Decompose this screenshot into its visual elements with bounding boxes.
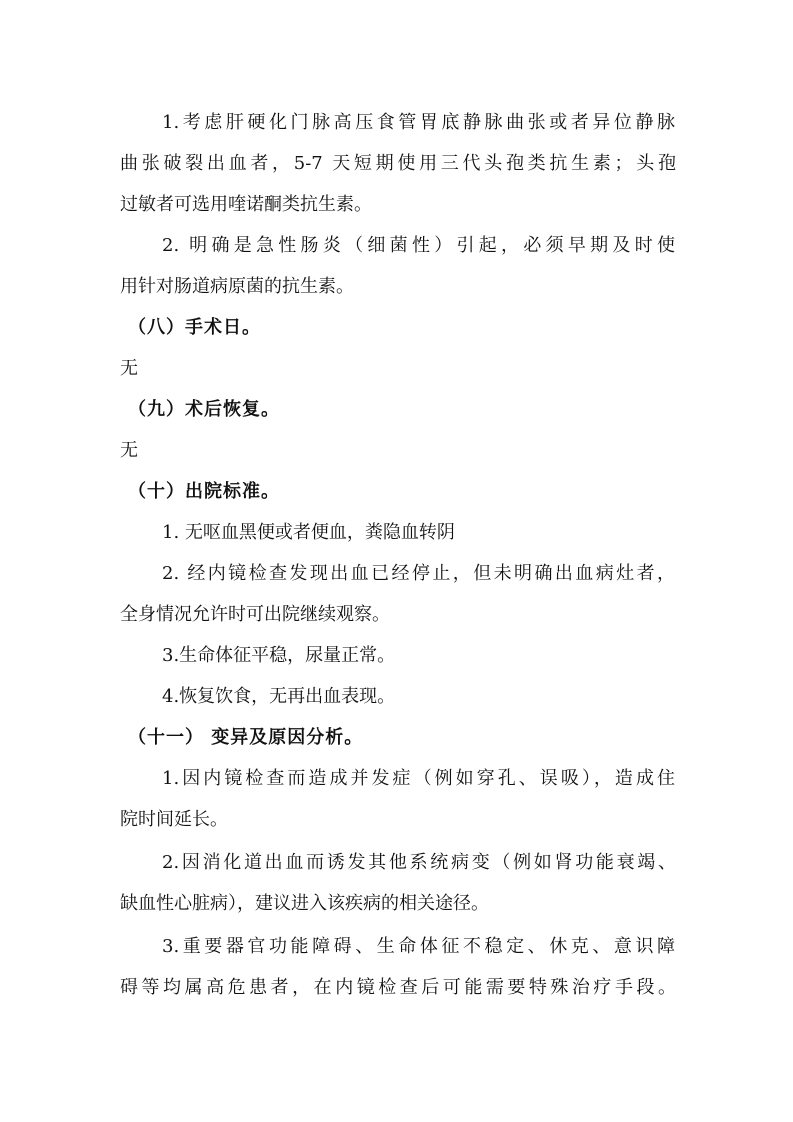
paragraph-line: 2. 明确是急性肠炎（细菌性）引起，必须早期及时使 bbox=[162, 235, 675, 256]
paragraph-line: 用针对肠道病原菌的抗生素。 bbox=[120, 276, 354, 297]
paragraph-line: 1. 无呕血黑便或者便血，粪隐血转阴 bbox=[162, 522, 455, 543]
paragraph-line: 2.因消化道出血而诱发其他系统病变（例如肾功能衰竭、 bbox=[162, 852, 676, 873]
paragraph-line: 2. 经内镜检查发现出血已经停止，但未明确出血病灶者， bbox=[162, 563, 675, 584]
section-body: 无 bbox=[120, 358, 138, 379]
paragraph-line: 4.恢复饮食，无再出血表现。 bbox=[162, 686, 396, 707]
paragraph-line: 过敏者可选用喹诺酮类抗生素。 bbox=[120, 194, 372, 215]
section-heading: （十一） 变异及原因分析。 bbox=[128, 727, 364, 748]
section-heading: （九）术后恢复。 bbox=[128, 399, 280, 420]
section-body: 无 bbox=[120, 440, 138, 461]
paragraph-line: 3.重要器官功能障碍、生命体征不稳定、休克、意识障 bbox=[162, 936, 675, 957]
paragraph-line: 1.因内镜检查而造成并发症（例如穿孔、误吸），造成住 bbox=[162, 768, 675, 789]
section-heading: （十）出院标准。 bbox=[128, 481, 280, 502]
paragraph-line: 院时间延长。 bbox=[120, 809, 228, 830]
paragraph-line: 曲张破裂出血者，5-7 天短期使用三代头孢类抗生素；头孢 bbox=[120, 153, 676, 174]
paragraph-line: 缺血性心脏病），建议进入该疾病的相关途径。 bbox=[120, 893, 489, 914]
paragraph-line: 全身情况允许时可出院继续观察。 bbox=[120, 604, 390, 625]
paragraph-line: 1.考虑肝硬化门脉高压食管胃底静脉曲张或者异位静脉 bbox=[162, 112, 675, 133]
section-heading: （八）手术日。 bbox=[128, 317, 261, 338]
paragraph-line: 碍等均属高危患者，在内镜检查后可能需要特殊治疗手段。 bbox=[120, 977, 676, 998]
paragraph-line: 3.生命体征平稳，尿量正常。 bbox=[162, 645, 396, 666]
